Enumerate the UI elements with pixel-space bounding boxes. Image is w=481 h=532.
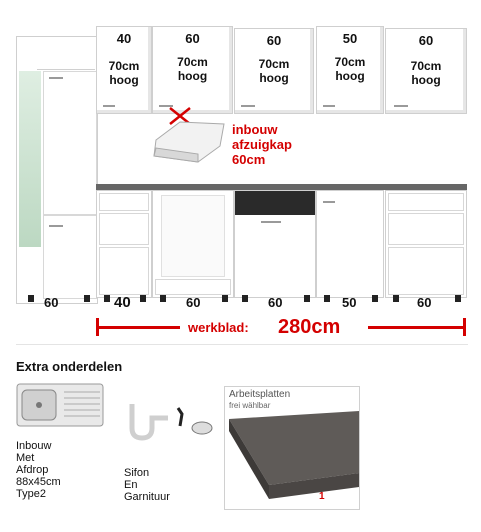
fridge-handle [49,77,63,79]
drawer [155,279,231,295]
wall-unit-height: 70cm hoog [334,55,366,83]
oven-space [161,195,225,277]
cabinet-foot [140,295,146,302]
wall-unit-width: 60 [266,33,282,48]
wall-unit-5 [385,28,467,114]
wall-unit-width: 40 [116,31,132,46]
wall-unit-handle [241,105,255,107]
wall-unit-4 [316,26,384,114]
base-width-label: 60 [268,295,283,310]
dishwasher-handle [261,221,281,223]
dishwasher-panel [235,191,315,215]
worktop-card-subtitle: frei wählbar [229,401,271,410]
hood-label: inbouw afzuigkap 60cm [232,122,292,167]
siphon-description: Sifon En Garnituur [124,467,170,503]
base-unit-50 [316,190,384,298]
drawer [388,247,464,295]
wall-unit-height: 70cm hoog [177,55,208,83]
wall-unit-height: 70cm hoog [108,59,140,87]
fridge-top-door [37,39,95,70]
wall-unit-handle [103,105,115,107]
drawer [388,213,464,245]
dimension-tick-left [96,318,99,336]
base-unit-sink [385,190,467,298]
worktop-card-number: 1 [319,491,325,502]
drawer [388,193,464,211]
dimension-line-right [368,326,466,329]
worktop-value: 280cm [278,316,341,338]
cabinet-handle [323,201,335,203]
cabinet-foot [372,295,378,302]
cabinet-foot [28,295,34,302]
fridge-door [43,71,97,215]
wall-unit-width: 50 [342,31,358,46]
wall-unit-2 [152,26,233,114]
siphon-image [124,400,214,444]
wall-unit-height: 70cm hoog [258,57,290,85]
cabinet-foot [304,295,310,302]
worktop-dimension [96,316,468,338]
sink-description: Inbouw Met Afdrop 88x45cm Type2 [16,440,61,500]
wall-unit-height: 70cm hoog [410,59,442,87]
extras-title: Extra onderdelen [16,359,123,374]
drawer [99,247,149,295]
fridge-column [16,36,98,304]
dimension-tick-right [463,318,466,336]
base-width-label: 60 [44,295,59,310]
base-width-label: 60 [417,295,432,310]
base-width-label: 50 [342,295,357,310]
wall-unit-handle [394,105,408,107]
freezer-handle [49,225,63,227]
worktop-card-title: Arbeitsplatten [229,389,291,400]
cabinet-foot [222,295,228,302]
drawer [99,213,149,245]
cabinet-foot [455,295,461,302]
cabinet-foot [84,295,90,302]
worktop-card [224,386,360,510]
wall-unit-handle [323,105,335,107]
worktop-sample-image [225,411,359,509]
sink-image [16,382,104,430]
dimension-line-left [96,326,180,329]
base-width-label: 60 [186,295,201,310]
base-unit-oven [152,190,234,298]
worktop-label: werkblad: [188,320,249,335]
base-width-label: 40 [114,294,131,311]
fridge-interior-image [19,71,41,247]
freezer-door [43,215,97,299]
wall-unit-width: 60 [185,31,200,46]
cabinet-foot [160,295,166,302]
cabinet-foot [242,295,248,302]
hood-illustration [150,106,230,166]
drawer [99,193,149,211]
cabinet-foot [324,295,330,302]
base-unit-drawers [96,190,152,298]
cabinet-foot [393,295,399,302]
wall-unit-3 [234,28,314,114]
wall-unit-width: 60 [418,33,434,48]
base-unit-dishwasher [234,190,316,298]
divider [16,344,468,345]
wall-unit-1 [96,26,152,114]
cabinet-foot [104,295,110,302]
